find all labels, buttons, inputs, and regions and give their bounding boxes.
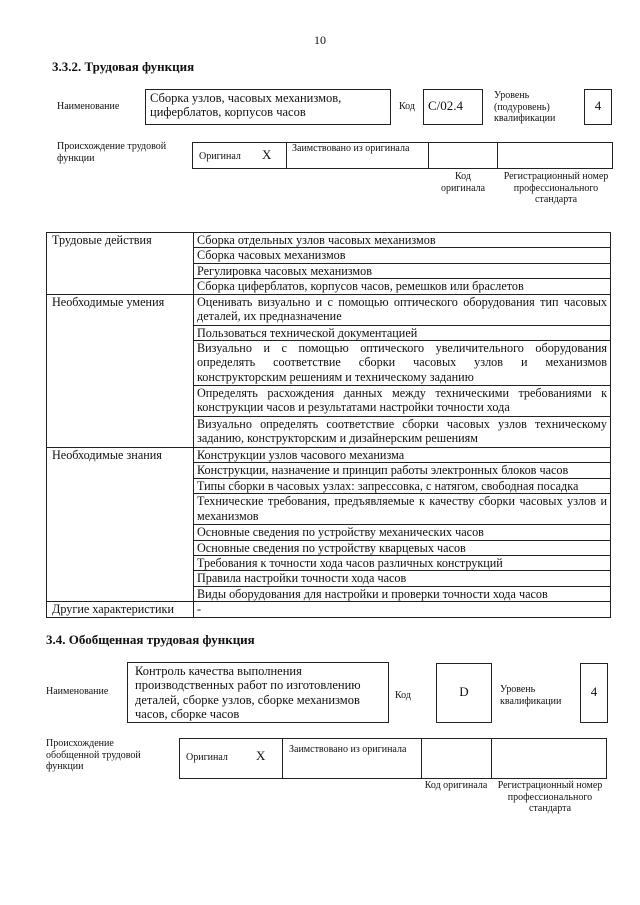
level-value-box xyxy=(584,89,612,125)
function-details-table xyxy=(46,232,611,618)
code-value-box-2 xyxy=(436,663,492,723)
name-value-box-2 xyxy=(127,662,389,723)
item-cell: Определять расхождения данных между техническими требованиями к конструкции часов и результатами настройки точности хода xyxy=(194,386,611,417)
level-value: 4 xyxy=(594,98,602,113)
name-value-box xyxy=(145,89,391,125)
code-value: C/02.4 xyxy=(428,98,464,113)
item-cell: Регулировка часовых механизмов xyxy=(194,263,611,278)
code-label-2: Код xyxy=(395,690,411,701)
item-cell: Визуально и с помощью оптического увеличительного оборудования определять соответствие сборки часовых узлов и механизмов конструкторским решениям и техническому заданию xyxy=(194,341,611,386)
level-label: Уровень (подуровень) квалификации xyxy=(494,90,556,124)
item-cell: Сборка отдельных узлов часовых механизмов xyxy=(194,233,611,248)
level-value-2: 4 xyxy=(590,684,598,699)
name-label-2: Наименование xyxy=(46,686,109,697)
original-mark-2: X xyxy=(256,748,266,763)
original-label-2: Оригинал xyxy=(186,752,228,763)
origin-label: Происхождение трудовой функции xyxy=(57,141,167,164)
item-cell: Сборка часовых механизмов xyxy=(194,248,611,263)
item-cell: Визуально определять соответствие сборки часовых узлов техническому заданию, конструкторским и дизайнерским решениям xyxy=(194,417,611,448)
code-original-caption-2: Код оригинала xyxy=(424,780,488,791)
item-cell: - xyxy=(194,602,611,617)
name-label: Наименование xyxy=(57,101,120,112)
category-cell: Трудовые действия xyxy=(47,233,194,295)
item-cell: Типы сборки в часовых узлах: запрессовка, с натягом, свободная посадка xyxy=(194,478,611,493)
reg-number-caption-2: Регистрационный номер профессионального стандарта xyxy=(497,780,603,814)
item-cell: Оценивать визуально и с помощью оптического оборудования тип часовых деталей, их предназначение xyxy=(194,294,611,325)
table-row xyxy=(47,602,611,617)
name-value-2: Контроль качества выполнения производственных работ по изготовлению деталей, сборке узлов, сборке механизмов часов, сборке часов xyxy=(135,664,361,722)
name-value: Сборка узлов, часовых механизмов, циферблатов, корпусов часов xyxy=(150,91,342,120)
borrowed-label-2: Заимствовано из оригинала xyxy=(289,744,407,755)
item-cell: Виды оборудования для настройки и проверки точности хода часов xyxy=(194,586,611,601)
section-heading-3-4: 3.4. Обобщенная трудовая функция xyxy=(46,632,255,647)
category-cell: Необходимые умения xyxy=(47,294,194,447)
level-label-2: Уровень квалификации xyxy=(500,684,562,707)
code-original-caption: Код оригинала xyxy=(440,171,486,194)
item-cell: Конструкции узлов часового механизма xyxy=(194,448,611,463)
table-row xyxy=(47,448,611,463)
item-cell: Правила настройки точности хода часов xyxy=(194,571,611,586)
category-cell: Необходимые знания xyxy=(47,448,194,602)
table-row xyxy=(47,294,611,325)
category-cell: Другие характеристики xyxy=(47,602,194,617)
origin-label-2: Происхождение обобщенной трудовой функции xyxy=(46,738,141,772)
original-label: Оригинал xyxy=(199,151,241,162)
code-value-2: D xyxy=(459,684,469,699)
item-cell: Требования к точности хода часов различных конструкций xyxy=(194,556,611,571)
code-value-box xyxy=(423,89,483,125)
borrowed-label: Заимствовано из оригинала xyxy=(292,143,410,154)
code-label: Код xyxy=(399,101,415,112)
item-cell: Технические требования, предъявляемые к качеству сборки часовых узлов и механизмов xyxy=(194,494,611,525)
page-number: 10 xyxy=(314,33,326,47)
original-mark: X xyxy=(262,147,272,162)
table-row xyxy=(47,233,611,248)
item-cell: Основные сведения по устройству кварцевых часов xyxy=(194,540,611,555)
section-heading-3-3-2: 3.3.2. Трудовая функция xyxy=(52,59,195,74)
reg-number-caption: Регистрационный номер профессионального стандарта xyxy=(503,171,609,205)
item-cell: Пользоваться технической документацией xyxy=(194,325,611,340)
level-value-box-2 xyxy=(580,663,608,723)
item-cell: Конструкции, назначение и принцип работы электронных блоков часов xyxy=(194,463,611,478)
item-cell: Сборка циферблатов, корпусов часов, ремешков или браслетов xyxy=(194,279,611,294)
item-cell: Основные сведения по устройству механических часов xyxy=(194,525,611,540)
